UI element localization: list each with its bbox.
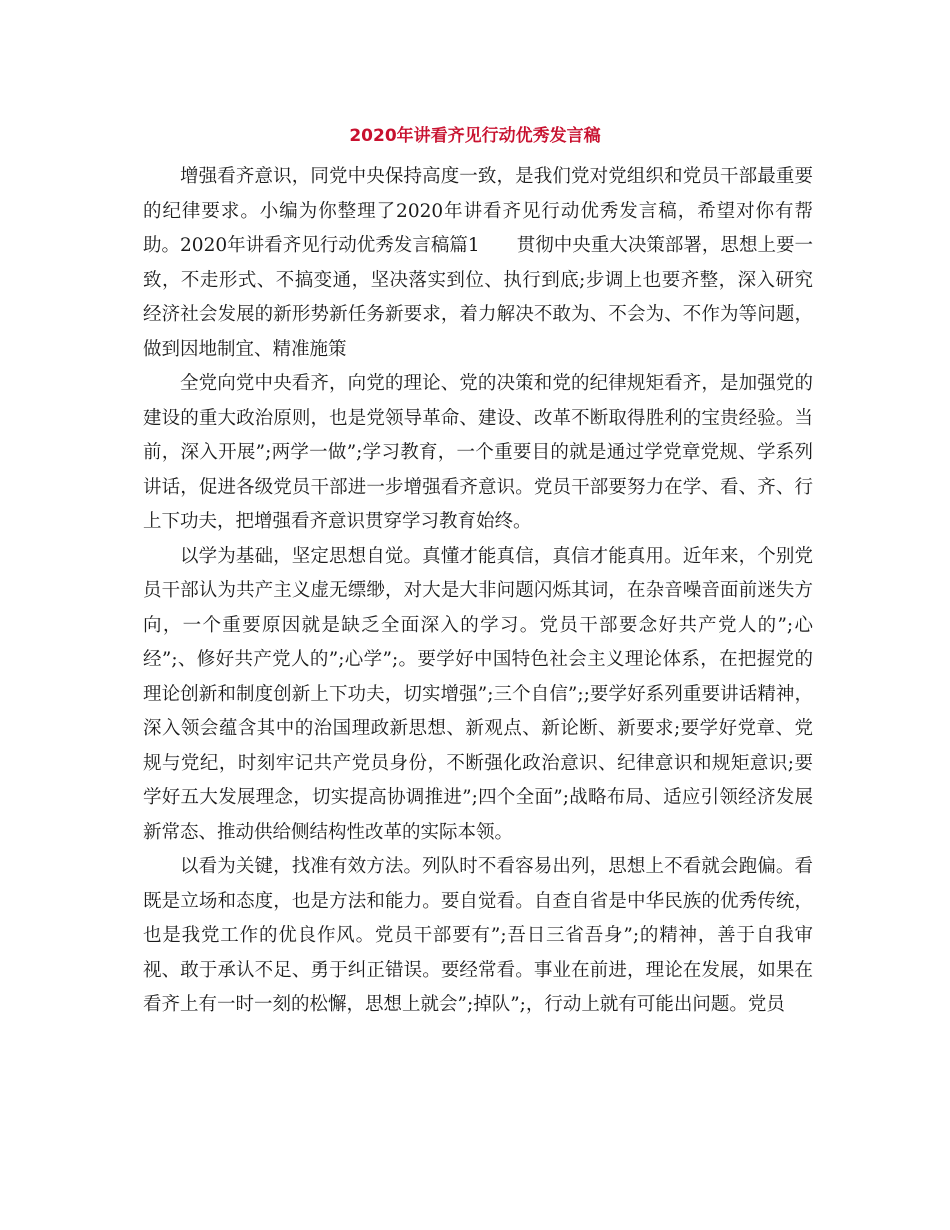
document-title: 2020年讲看齐见行动优秀发言稿 <box>349 126 601 146</box>
document-body <box>143 160 813 1023</box>
paragraph-4: 以看为关键，找准有效方法。列队时不看容易出列，思想上不看就会跑偏。看既是立场和态度，也是方法和能力。要自觉看。自查自省是中华民族的优秀传统，也是我党工作的优良作风。党员干部要有”;吾日三省吾身”;的精神，善于自我审视、敢于承认不足、勇于纠正错误。要经常看。事业在前进，理论在发展，如果在看齐上有一时一刻的松懈，思想上就会”;掉队”;，行动上就有可能出问题。党员 <box>143 856 813 1015</box>
paragraph-2: 全党向党中央看齐，向党的理论、党的决策和党的纪律规矩看齐，是加强党的建设的重大政治原则，也是党领导革命、建设、改革不断取得胜利的宝贵经验。当前，深入开展”;两学一做”;学习教育，一个重要目的就是通过学党章党规、学系列讲话，促进各级党员干部进一步增强看齐意识。党员干部要努力在学、看、齐、行上下功夫，把增强看齐意识贯穿学习教育始终。 <box>143 373 813 532</box>
paragraph-3: 以学为基础，坚定思想自觉。真懂才能真信，真信才能真用。近年来，个别党员干部认为共产主义虚无缥缈，对大是大非问题闪烁其词，在杂音噪音面前迷失方向，一个重要原因就是缺乏全面深入的学习。党员干部要念好共产党人的”;心经”;、修好共产党人的”;心学”;。要学好中国特色社会主义理论体系，在把握党的理论创新和制度创新上下功夫，切实增强”;三个自信”;;要学好系列重要讲话精神，深入领会蕴含其中的治国理政新思想、新观点、新论断、新要求;要学好党章、党规与党纪，时刻牢记共产党员身份，不断强化政治意识、纪律意识和规矩意识;要学好五大发展理念，切实提高协调推进”;四个全面”;战略布局、适应引领经济发展新常态、推动供给侧结构性改革的实际本领。 <box>143 545 813 843</box>
paragraph-1: 增强看齐意识，同党中央保持高度一致，是我们党对党组织和党员干部最重要的纪律要求。小编为你整理了2020年讲看齐见行动优秀发言稿，希望对你有帮助。2020年讲看齐见行动优秀发言稿篇1 贯彻中央重大决策部署，思想上要一致，不走形式、不搞变通，坚决落实到位、执行到底;步调上也要齐整，深入研究经济社会发展的新形势新任务新要求，着力解决不敢为、不会为、不作为等问题，做到因地制宜、精准施策 <box>143 166 813 360</box>
